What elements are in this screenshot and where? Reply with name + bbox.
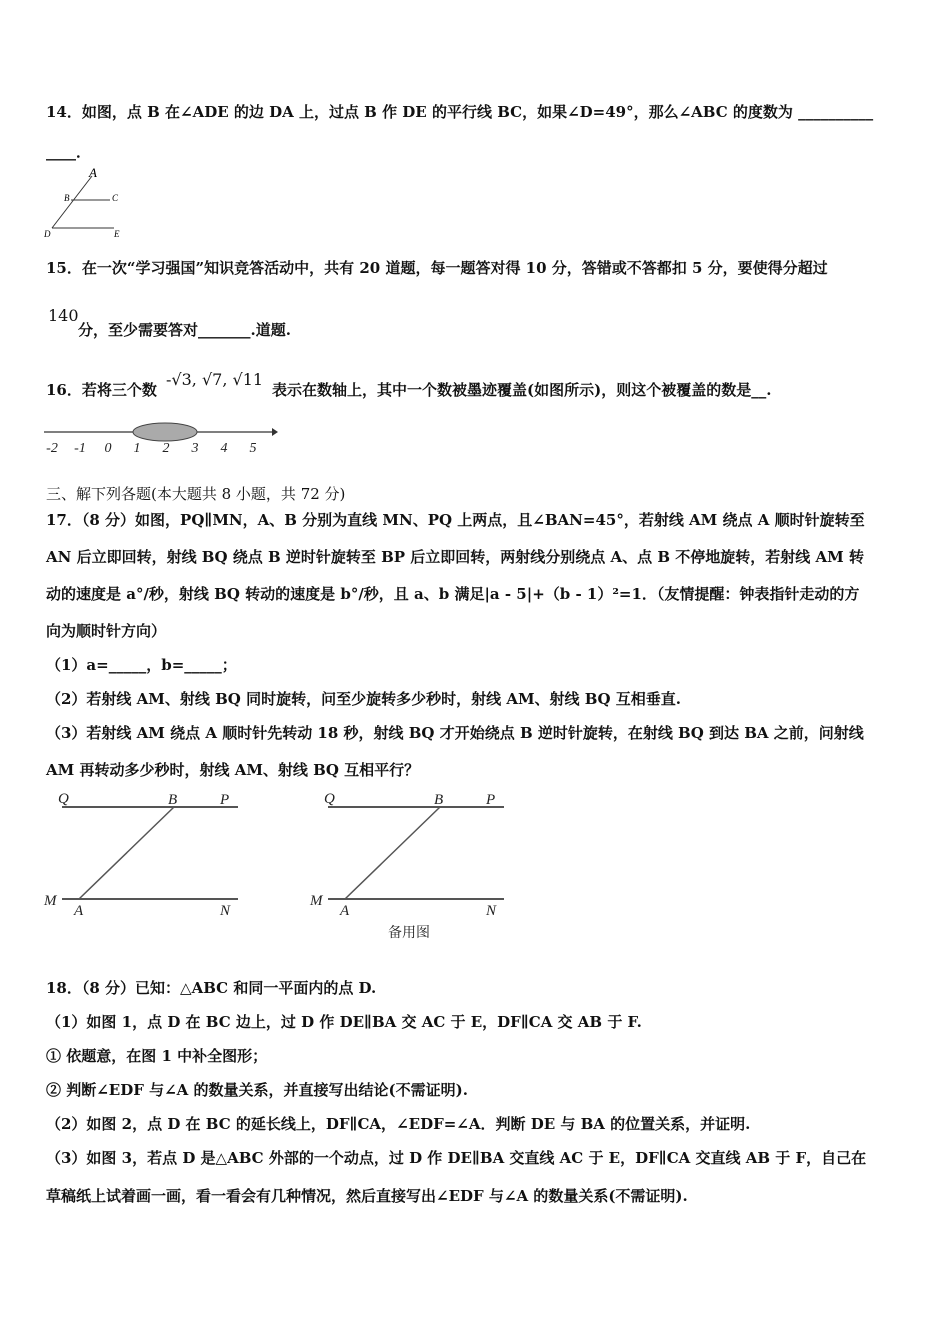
label-q: Q — [58, 791, 69, 807]
label-m: M — [44, 893, 57, 909]
label-b: B — [168, 792, 178, 808]
section-heading: 三、解下列各题(本大题共 8 小题，共 72 分) — [46, 485, 346, 503]
q14-label-c: C — [112, 193, 119, 203]
q17-part3-line2: AM 再转动多少秒时，射线 AM、射线 BQ 互相平行？ — [46, 761, 420, 779]
axis-tick-label: -1 — [74, 441, 86, 456]
q14-line2: ____． — [46, 143, 92, 161]
q17-figure-main — [42, 788, 248, 922]
q16-suffix: 表示在数轴上，其中一个数被墨迹覆盖(如图所示)，则这个被覆盖的数是__. — [272, 381, 772, 399]
q18-part3-line1: （3）如图 3，若点 D 是△ABC 外部的一个动点，过 D 作 DE∥BA 交直线 AC 于 E，DF∥CA 交直线 AB 于 F，自己在 — [46, 1149, 867, 1167]
q17-line2: AN 后立即回转，射线 BQ 绕点 B 逆时针旋转至 BP 后立即回转，两射线分别绕点 A、点 B 不停地旋转，若射线 AM 转 — [46, 548, 864, 566]
q17-line1: 17．（8 分）如图，PQ∥MN，A、B 分别为直线 MN、PQ 上两点，且∠BAN=45°，若射线 AM 绕点 A 顺时针旋转至 — [46, 511, 865, 529]
q14-label-d: D — [44, 229, 51, 239]
label-n: N — [486, 903, 497, 919]
q14-label-b: B — [64, 193, 70, 203]
q18-part1: （1）如图 1，点 D 在 BC 边上，过 D 作 DE∥BA 交 AC 于 E，DF∥CA 交 AB 于 F. — [46, 1013, 642, 1031]
q18-part2: （2）如图 2，点 D 在 BC 的延长线上，DF∥CA，∠EDF=∠A．判断 DE 与 BA 的位置关系，并证明. — [46, 1115, 751, 1133]
label-a: A — [340, 903, 350, 919]
q14-label-e: E — [114, 229, 120, 239]
q18-line1: 18．（8 分）已知：△ABC 和同一平面内的点 D. — [46, 979, 377, 997]
q14-figure — [44, 168, 134, 240]
q17-line4: 向为顺时针方向） — [46, 622, 167, 640]
q15-line1: 15．在一次“学习强国”知识竞答活动中，共有 20 道题，每一题答对得 10 分，答错或不答都扣 5 分，要使得分超过 — [46, 259, 828, 277]
q17-part1: （1）a=_____，b=_____； — [46, 656, 237, 674]
axis-tick-label: 2 — [162, 441, 170, 456]
q15-number: 140 — [48, 306, 79, 325]
q17-figure-backup — [308, 788, 514, 944]
q18-sub1: ① 依题意，在图 1 中补全图形； — [46, 1047, 268, 1065]
q14-line1: 14．如图，点 B 在∠ADE 的边 DA 上，过点 B 作 DE 的平行线 BC，如果∠D=49°，那么∠ABC 的度数为 __________ — [46, 103, 874, 121]
axis-tick-label: 3 — [191, 441, 199, 456]
q17-part2: （2）若射线 AM、射线 BQ 同时旋转，问至少旋转多少秒时，射线 AM、射线 BQ 互相垂直. — [46, 690, 681, 708]
number-line-figure — [42, 418, 278, 458]
label-n: N — [220, 903, 231, 919]
q14-label-a: A — [89, 168, 97, 180]
q16-numbers: -√3, √7, √11 — [166, 370, 264, 389]
axis-tick-label: 5 — [249, 441, 257, 456]
axis-tick-label: 1 — [133, 441, 141, 456]
q18-sub2: ② 判断∠EDF 与∠A 的数量关系，并直接写出结论(不需证明). — [46, 1081, 468, 1099]
axis-tick-label: 4 — [220, 441, 228, 456]
label-p: P — [220, 792, 230, 808]
backup-caption: 备用图 — [388, 925, 430, 941]
q18-part3-line2: 草稿纸上试着画一画，看一看会有几种情况，然后直接写出∠EDF 与∠A 的数量关系(不需证明). — [46, 1187, 688, 1205]
ink-blot — [133, 423, 197, 441]
q17-line3: 动的速度是 a°/秒，射线 BQ 转动的速度是 b°/秒，且 a、b 满足|a - 5|+（b - 1）²=1．（友情提醒：钟表指针走动的方 — [46, 585, 860, 603]
label-p: P — [486, 792, 496, 808]
axis-tick-label: -2 — [46, 441, 58, 456]
axis-tick-label: 0 — [104, 441, 112, 456]
q15-line2: 分，至少需要答对_______.道题. — [78, 321, 291, 339]
label-m: M — [310, 893, 323, 909]
q16-prefix: 16．若将三个数 — [46, 381, 157, 399]
label-q: Q — [324, 791, 335, 807]
label-b: B — [434, 792, 444, 808]
q17-part3-line1: （3）若射线 AM 绕点 A 顺时针先转动 18 秒，射线 BQ 才开始绕点 B 逆时针旋转，在射线 BQ 到达 BA 之前，问射线 — [46, 724, 864, 742]
label-a: A — [74, 903, 84, 919]
